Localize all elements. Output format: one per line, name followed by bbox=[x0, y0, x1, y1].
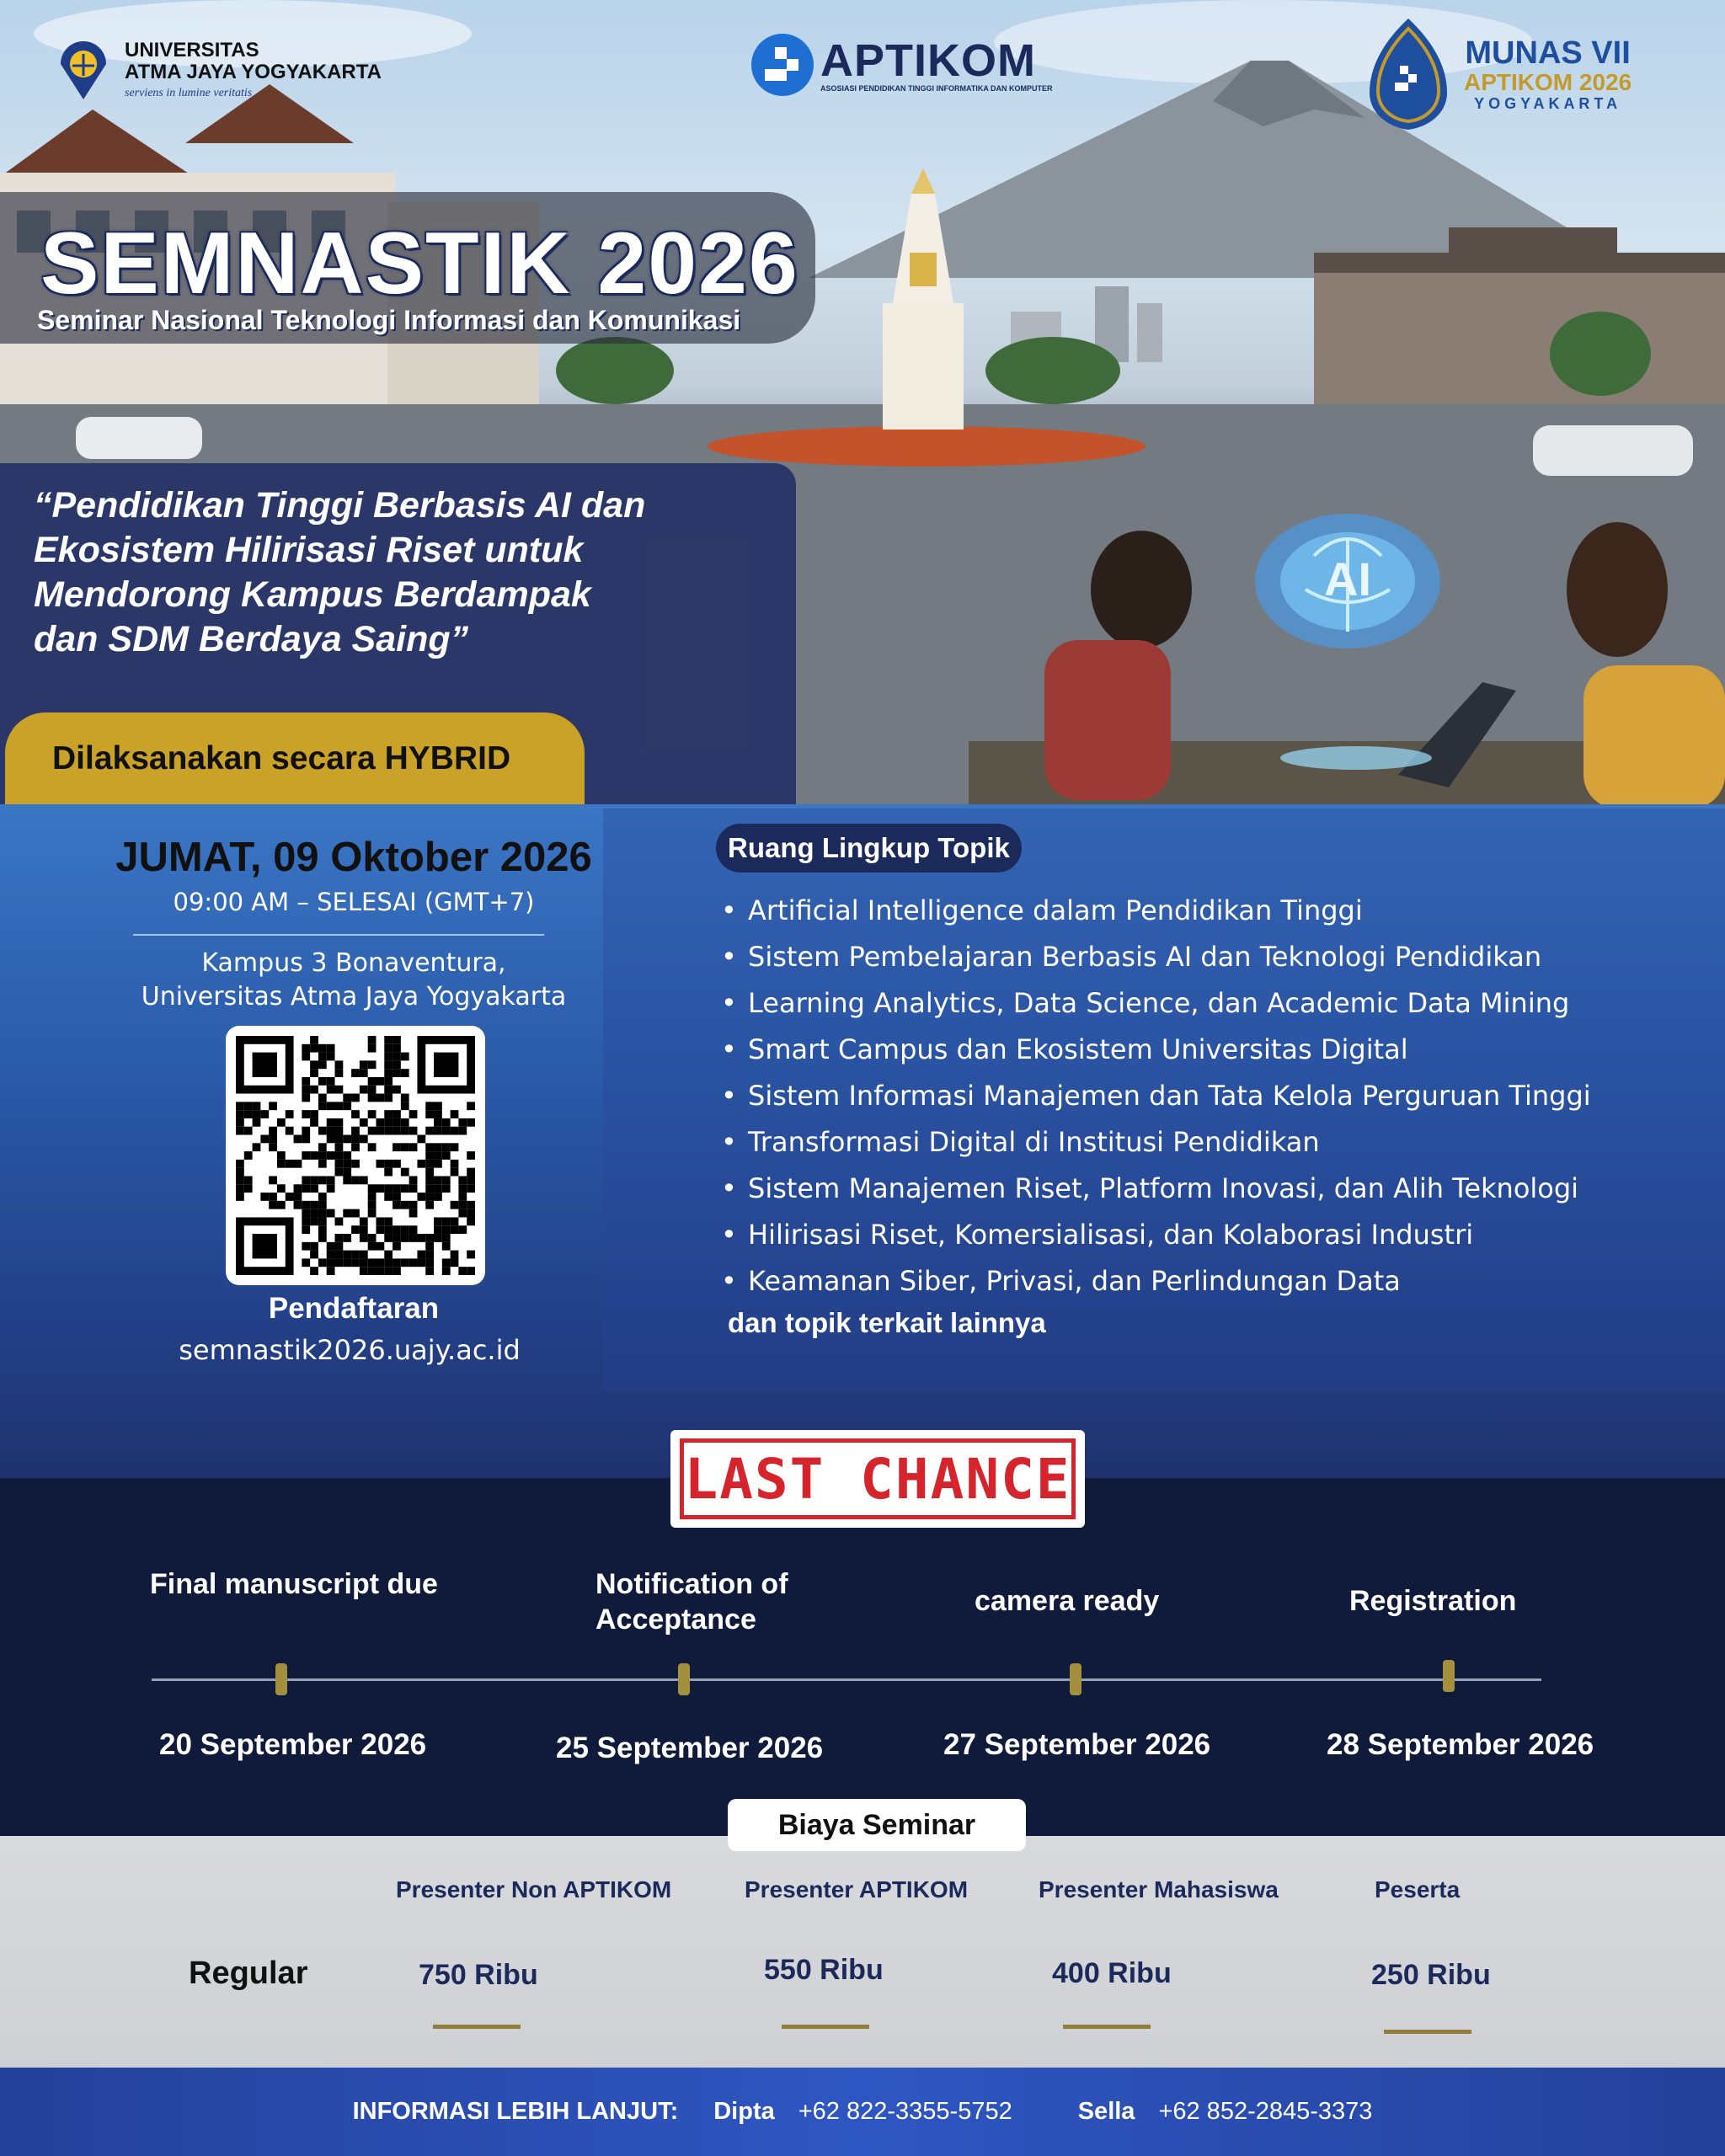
topic-text: Learning Analytics, Data Science, dan Academic Data Mining bbox=[748, 987, 1570, 1019]
fee-underline bbox=[1063, 2025, 1151, 2029]
venue-line: Kampus 3 Bonaventura, bbox=[201, 948, 506, 978]
theme-quote-line: Mendorong Kampus Berdampak bbox=[34, 574, 591, 615]
milestone-title-line: Final manuscript due bbox=[150, 1568, 438, 1600]
last-chance-stamp bbox=[670, 1430, 1085, 1528]
fee-column-header: Presenter Mahasiswa bbox=[1039, 1876, 1279, 1903]
qr-code-icon bbox=[236, 1036, 475, 1275]
fee-underline bbox=[433, 2025, 521, 2029]
aptikom-emblem-icon bbox=[750, 32, 815, 98]
registration-qr-code[interactable] bbox=[226, 1026, 485, 1285]
list-item bbox=[721, 1212, 1591, 1258]
topic-text: Sistem Informasi Manajemen dan Tata Kelola Perguruan Tinggi bbox=[748, 1080, 1591, 1112]
list-item bbox=[721, 1166, 1591, 1212]
topic-text: Artificial Intelligence dalam Pendidikan Tinggi bbox=[748, 894, 1363, 926]
uajy-name-line2: ATMA JAYA YOGYAKARTA bbox=[125, 61, 382, 83]
list-item bbox=[721, 934, 1591, 980]
munas-subtitle: APTIKOM 2026 bbox=[1464, 68, 1632, 95]
milestone-date: 20 September 2026 bbox=[159, 1728, 427, 1761]
aptikom-logo bbox=[750, 32, 1053, 98]
theme-quote-line: dan SDM Berdaya Saing” bbox=[34, 619, 469, 659]
theme-quote bbox=[34, 483, 792, 662]
bullet-icon: • bbox=[721, 941, 737, 973]
bullet-icon: • bbox=[721, 894, 737, 926]
munas-city: YOGYAKARTA bbox=[1474, 94, 1622, 112]
fee-column-header: Presenter APTIKOM bbox=[745, 1876, 969, 1903]
topic-text: Hilirisasi Riset, Komersialisasi, dan Kolaborasi Industri bbox=[748, 1219, 1474, 1251]
page-subtitle: Seminar Nasional Teknologi Informasi dan Komunikasi bbox=[37, 305, 741, 335]
page-title: SEMNASTIK 2026 bbox=[40, 215, 799, 312]
uajy-name-line1: UNIVERSITAS bbox=[125, 39, 259, 61]
milestone-title bbox=[595, 1566, 788, 1637]
uajy-logo bbox=[56, 39, 382, 101]
event-time: 09:00 AM – SELESAI (GMT+7) bbox=[173, 888, 535, 916]
topics-list bbox=[721, 888, 1591, 1305]
munas-title: MUNAS VII bbox=[1465, 35, 1631, 71]
milestone-title-line: Acceptance bbox=[595, 1604, 756, 1636]
bullet-icon: • bbox=[721, 987, 737, 1019]
uajy-motto: serviens in lumine veritatis bbox=[125, 87, 253, 99]
topic-text: Sistem Pembelajaran Berbasis AI dan Teknologi Pendidikan bbox=[748, 941, 1542, 973]
fee-underline bbox=[782, 2025, 869, 2029]
fee-column-header: Peserta bbox=[1375, 1876, 1461, 1903]
list-item bbox=[721, 1073, 1591, 1119]
contact-phone[interactable]: +62 822-3355-5752 bbox=[798, 2098, 1012, 2125]
registration-link[interactable]: semnastik2026.uajy.ac.id bbox=[179, 1334, 521, 1366]
registration-label: Pendaftaran bbox=[268, 1292, 440, 1325]
list-item bbox=[721, 1258, 1591, 1305]
milestone-title bbox=[1349, 1583, 1516, 1619]
last-chance-text: LAST CHANCE bbox=[680, 1438, 1076, 1519]
ai-badge bbox=[1306, 552, 1390, 611]
contact-phone[interactable]: +62 852-2845-3373 bbox=[1158, 2098, 1373, 2125]
timeline-marker bbox=[1070, 1663, 1081, 1695]
topics-footer: dan topik terkait lainnya bbox=[728, 1307, 1046, 1338]
timeline-marker bbox=[1443, 1660, 1455, 1692]
event-venue bbox=[0, 947, 708, 1014]
milestone-title bbox=[150, 1566, 438, 1602]
divider bbox=[133, 934, 544, 936]
contact-name: Sella bbox=[1077, 2098, 1135, 2125]
event-date: JUMAT, 09 Oktober 2026 bbox=[115, 835, 592, 880]
fee-value: 550 Ribu bbox=[764, 1954, 884, 1986]
fee-underline bbox=[1384, 2030, 1471, 2034]
milestone-date: 25 September 2026 bbox=[556, 1732, 824, 1764]
contact-footer bbox=[0, 2068, 1725, 2156]
milestone-date: 28 September 2026 bbox=[1327, 1728, 1594, 1761]
milestone-title-line: Notification of bbox=[595, 1568, 788, 1600]
fee-row-label: Regular bbox=[189, 1956, 308, 1991]
theme-quote-line: Ekosistem Hilirisasi Riset untuk bbox=[34, 530, 584, 570]
aptikom-subtitle: ASOSIASI PENDIDIKAN TINGGI INFORMATIKA DAN KOMPUTER bbox=[820, 84, 1053, 93]
fee-column-header: Presenter Non APTIKOM bbox=[396, 1876, 672, 1903]
topic-text: Sistem Manajemen Riset, Platform Inovasi, dan Alih Teknologi bbox=[748, 1172, 1579, 1204]
timeline-section bbox=[0, 1478, 1725, 1836]
bullet-icon: • bbox=[721, 1033, 737, 1065]
topics-heading: Ruang Lingkup Topik bbox=[716, 824, 1022, 873]
milestone-title-line: camera ready bbox=[975, 1585, 1160, 1617]
contact-name: Dipta bbox=[713, 2098, 775, 2125]
topic-text: Keamanan Siber, Privasi, dan Perlindungan Data bbox=[748, 1265, 1401, 1297]
bullet-icon: • bbox=[721, 1219, 737, 1251]
topic-text: Transformasi Digital di Institusi Pendidikan bbox=[748, 1126, 1320, 1158]
aptikom-name: APTIKOM bbox=[820, 35, 1036, 86]
fees-heading: Biaya Seminar bbox=[728, 1799, 1026, 1851]
munas-logo bbox=[1366, 17, 1632, 131]
bullet-icon: • bbox=[721, 1080, 737, 1112]
list-item bbox=[721, 1027, 1591, 1073]
bullet-icon: • bbox=[721, 1126, 737, 1158]
bullet-icon: • bbox=[721, 1265, 737, 1297]
uajy-emblem-icon bbox=[56, 39, 111, 101]
list-item bbox=[721, 980, 1591, 1027]
fee-value: 250 Ribu bbox=[1371, 1959, 1491, 1991]
bullet-icon: • bbox=[721, 1172, 737, 1204]
fee-value: 750 Ribu bbox=[419, 1959, 538, 1991]
topic-text: Smart Campus dan Ekosistem Universitas Digital bbox=[748, 1033, 1408, 1065]
timeline-line bbox=[152, 1678, 1541, 1681]
contact-label: INFORMASI LEBIH LANJUT: bbox=[352, 2098, 679, 2125]
ai-badge-text: AI bbox=[1324, 552, 1371, 606]
hybrid-badge: Dilaksanakan secara HYBRID bbox=[5, 712, 585, 804]
milestone-date: 27 September 2026 bbox=[943, 1728, 1211, 1761]
timeline-marker bbox=[275, 1663, 287, 1695]
venue-line: Universitas Atma Jaya Yogyakarta bbox=[141, 982, 567, 1011]
theme-quote-line: “Pendidikan Tinggi Berbasis AI dan bbox=[34, 485, 646, 526]
hero-banner bbox=[0, 0, 1725, 804]
milestone-title bbox=[975, 1583, 1159, 1619]
list-item bbox=[721, 1119, 1591, 1166]
fee-value: 400 Ribu bbox=[1052, 1957, 1172, 1989]
timeline-marker bbox=[678, 1663, 690, 1695]
milestone-title-line: Registration bbox=[1349, 1585, 1517, 1617]
list-item bbox=[721, 888, 1591, 934]
munas-gunungan-icon bbox=[1366, 17, 1450, 131]
